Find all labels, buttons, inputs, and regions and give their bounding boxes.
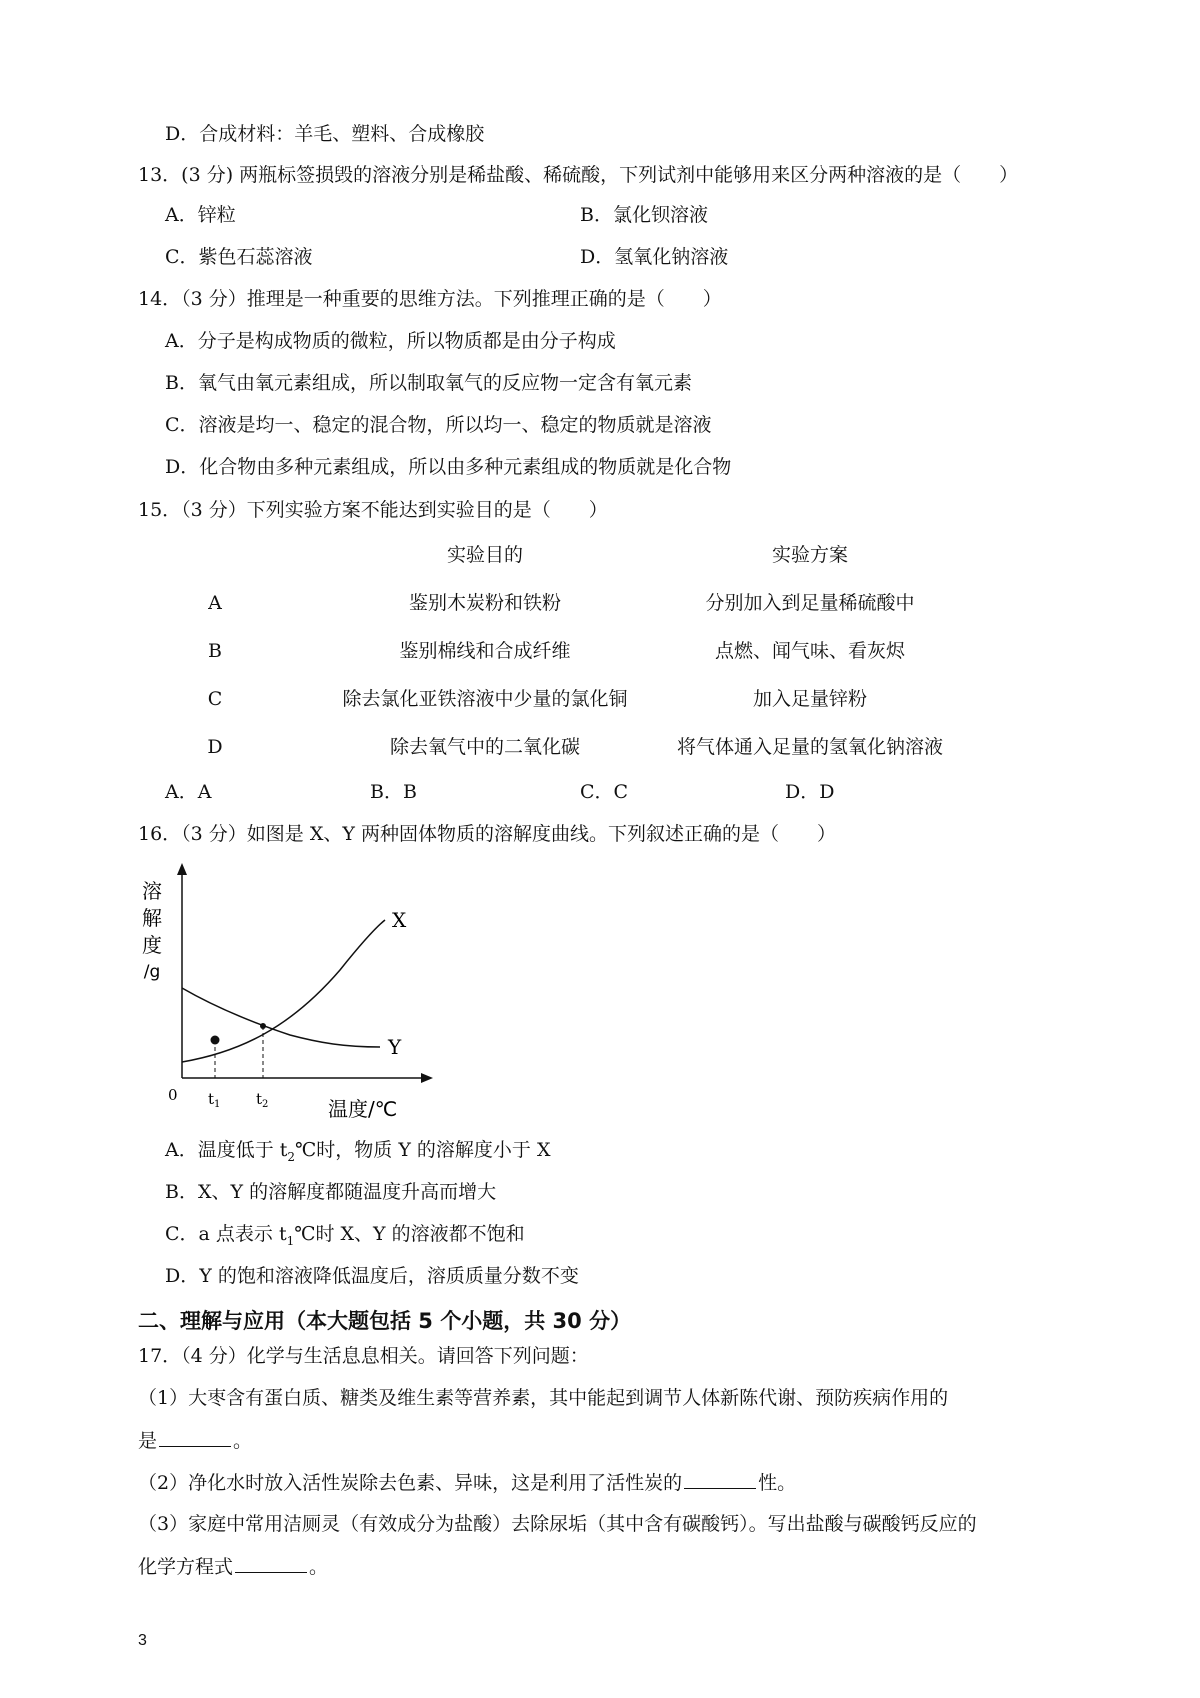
q15-option-b: B．B (370, 781, 417, 803)
y-label-3: 度 (142, 933, 162, 957)
q14-option-d: D．化合物由多种元素组成，所以由多种元素组成的物质就是化合物 (165, 456, 732, 478)
q13-stem: 13．(3 分) 两瓶标签损毁的溶液分别是稀盐酸、稀硫酸，下列试剂中能够用来区分两种溶液的是（ ） (138, 164, 1019, 186)
q14-option-c: C．溶液是均一、稳定的混合物，所以均一、稳定的物质就是溶液 (165, 414, 712, 436)
q14-option-a: A．分子是构成物质的微粒，所以物质都是由分子构成 (165, 330, 616, 352)
origin-label: 0 (168, 1086, 178, 1104)
y-axis-arrow (177, 863, 187, 875)
table-header-plan: 实验方案 (771, 544, 848, 566)
page-number: 3 (138, 1632, 147, 1649)
table-row-a-label: A (208, 592, 222, 614)
series-label-x: X (392, 908, 407, 932)
solubility-curve-figure (130, 860, 450, 1120)
q17-stem: 17．（4 分）化学与生活息息相关。请回答下列问题： (138, 1345, 589, 1367)
q13-option-c: C．紫色石蕊溶液 (165, 246, 313, 268)
q16-option-c: C．a 点表示 $t_1℃$时 X、Y 的溶液都不饱和 (165, 1223, 525, 1248)
tick-t1: $t_1$ (208, 1090, 221, 1110)
q16-stem: 16．（3 分）如图是 X、Y 两种固体物质的溶解度曲线。下列叙述正确的是（ ） (138, 823, 836, 845)
table-row-b-plan: 点燃、闻气味、看灰烬 (714, 640, 905, 662)
q15-stem: 15．（3 分）下列实验方案不能达到实验目的是（ ） (138, 499, 608, 521)
q15-option-a: A．A (165, 781, 212, 803)
q16-option-b: B．X、Y 的溶解度都随温度升高而增大 (165, 1181, 497, 1203)
answer-blank-2[interactable] (684, 1470, 756, 1489)
y-label-2: 解 (142, 906, 162, 930)
q14-stem: 14．（3 分）推理是一种重要的思维方法。下列推理正确的是（ ） (138, 288, 722, 310)
x-axis-label: 温度/℃ (328, 1097, 398, 1120)
table-row-d-purpose: 除去氧气中的二氧化碳 (389, 736, 580, 758)
q15-option-d: D．D (785, 781, 835, 803)
q17-part3-line1: （3）家庭中常用洁厕灵（有效成分为盐酸）去除尿垢（其中含有碳酸钙）。写出盐酸与碳酸钙反应的 (138, 1513, 977, 1535)
y-label-1: 溶 (142, 879, 162, 903)
answer-blank-1[interactable] (159, 1428, 231, 1447)
x-axis-arrow (421, 1073, 433, 1083)
q13-option-d: D．氢氧化钠溶液 (580, 246, 729, 268)
q15-option-c: C．C (580, 781, 629, 803)
series-label-y: Y (388, 1035, 402, 1059)
table-row-c-purpose: 除去氯化亚铁溶液中少量的氯化铜 (342, 688, 628, 710)
table-row-d-label: D (207, 736, 223, 758)
q14-option-b: B．氧气由氧元素组成，所以制取氧气的反应物一定含有氧元素 (165, 372, 692, 394)
table-row-a-purpose: 鉴别木炭粉和铁粉 (408, 592, 561, 614)
table-row-b-label: B (208, 640, 222, 662)
answer-blank-3[interactable] (235, 1554, 307, 1573)
q16-option-d: D．Y 的饱和溶液降低温度后，溶质质量分数不变 (165, 1265, 579, 1287)
tick-t2: $t_2$ (256, 1090, 269, 1110)
q12-option-d: D．合成材料：羊毛、塑料、合成橡胶 (165, 123, 485, 145)
q13-option-b: B．氯化钡溶液 (580, 204, 708, 226)
q17-part3-line2: 化学方程式 。 (138, 1556, 329, 1578)
table-row-c-plan: 加入足量锌粉 (752, 688, 867, 710)
table-row-b-purpose: 鉴别棉线和合成纤维 (399, 640, 571, 662)
q17-part2: （2）净化水时放入活性炭除去色素、异味，这是利用了活性炭的 性。 (138, 1472, 797, 1494)
q17-part1-line1: （1）大枣含有蛋白质、糖类及维生素等营养素，其中能起到调节人体新陈代谢、预防疾病作用的 (138, 1387, 949, 1409)
y-label-4: /g (143, 962, 161, 982)
q16-option-a: A．温度低于 $t_2℃$时，物质 Y 的溶解度小于 X (165, 1139, 551, 1164)
q17-part1-line2: 是 。 (138, 1430, 253, 1452)
table-row-c-label: C (207, 688, 223, 710)
q13-option-a: A．锌粒 (165, 204, 236, 226)
table-row-d-plan: 将气体通入足量的氢氧化钠溶液 (676, 736, 943, 758)
table-header-purpose: 实验目的 (446, 544, 523, 566)
table-row-a-plan: 分别加入到足量稀硫酸中 (705, 592, 915, 614)
section-title: 二、理解与应用（本大题包括 5 个小题，共 30 分） (138, 1309, 632, 1333)
